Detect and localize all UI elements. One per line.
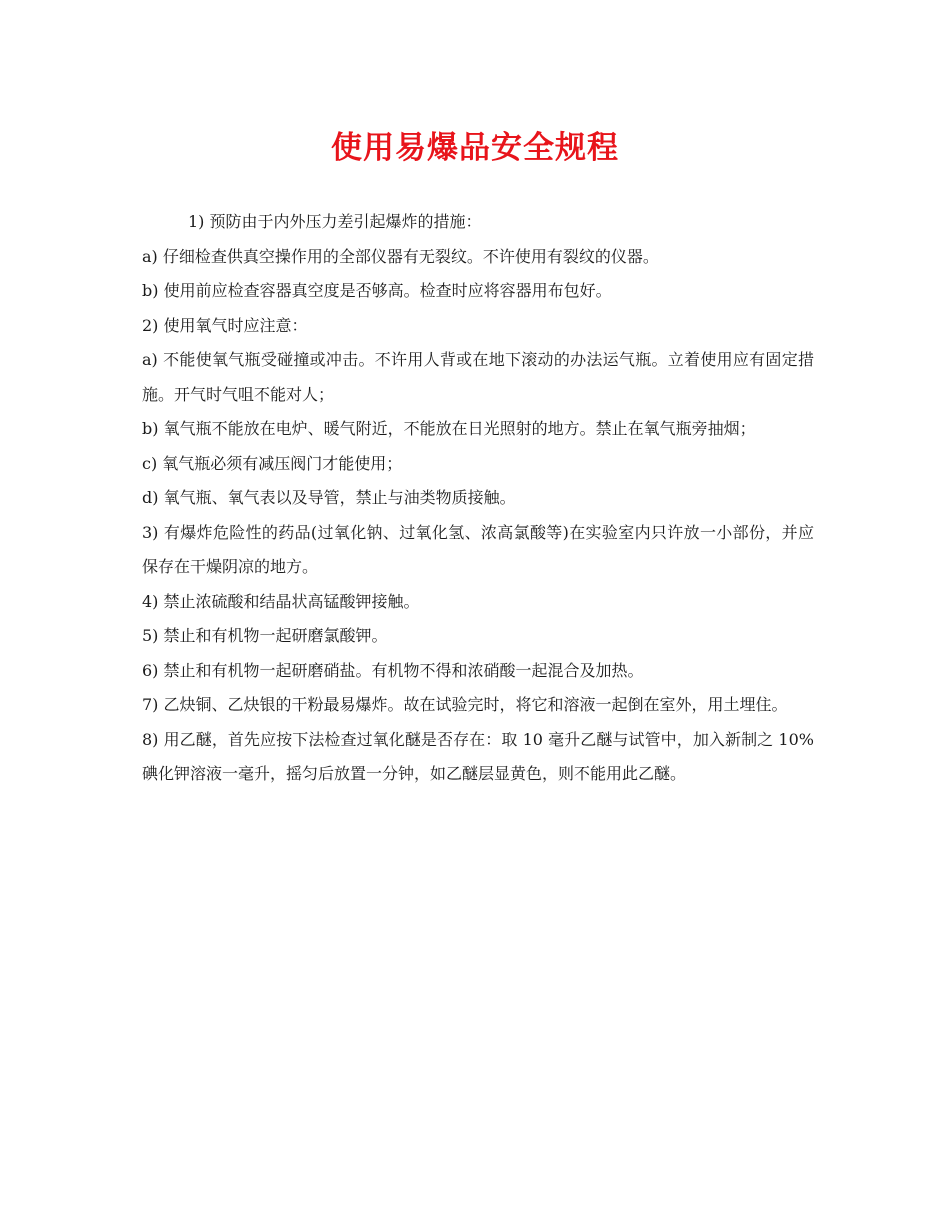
paragraph-5: 5) 禁止和有机物一起研磨氯酸钾。 bbox=[142, 626, 388, 645]
paragraph-2b: b) 氧气瓶不能放在电炉、暖气附近，不能放在日光照射的地方。禁止在氧气瓶旁抽烟； bbox=[142, 419, 756, 438]
paragraph-1: 1) 预防由于内外压力差引起爆炸的措施： bbox=[188, 212, 482, 231]
paragraph-4: 4) 禁止浓硫酸和结晶状高锰酸钾接触。 bbox=[142, 591, 420, 611]
paragraph-3: 3) 有爆炸危险性的药品(过氧化钠、过氧化氢、浓高氯酸等)在实验室内只许放一小部份，并应保存在干燥阴凉的地方。 bbox=[142, 522, 814, 576]
paragraph-1b: b) 使用前应检查容器真空度是否够高。检查时应将容器用布包好。 bbox=[142, 281, 612, 300]
page-title: 使用易爆品安全规程 bbox=[331, 130, 619, 166]
paragraph-6: 6) 禁止和有机物一起研磨硝盐。有机物不得和浓硝酸一起混合及加热。 bbox=[142, 660, 644, 680]
paragraph-8: 8) 用乙醚，首先应按下法检查过氧化醚是否存在：取 10 毫升乙醚与试管中，加入新制之 10%碘化钾溶液一毫升，摇匀后放置一分钟，如乙醚层显黄色，则不能用此乙醚。 bbox=[142, 729, 814, 783]
paragraph-1a: a) 仔细检查供真空操作用的全部仪器有无裂纹。不许使用有裂纹的仪器。 bbox=[142, 246, 659, 266]
paragraph-2a: a) 不能使氧气瓶受碰撞或冲击。不许用人背或在地下滚动的办法运气瓶。立着使用应有固定措施。开气时气咀不能对人； bbox=[142, 350, 814, 404]
paragraph-2c: c) 氧气瓶必须有减压阀门才能使用； bbox=[142, 453, 403, 473]
paragraph-2: 2) 使用氧气时应注意： bbox=[142, 315, 308, 335]
paragraph-7: 7) 乙炔铜、乙炔银的干粉最易爆炸。故在试验完时，将它和溶液一起倒在室外，用土埋住。 bbox=[142, 695, 788, 714]
document-body bbox=[142, 205, 814, 792]
paragraph-2d: d) 氧气瓶、氧气表以及导管，禁止与油类物质接触。 bbox=[142, 488, 516, 507]
